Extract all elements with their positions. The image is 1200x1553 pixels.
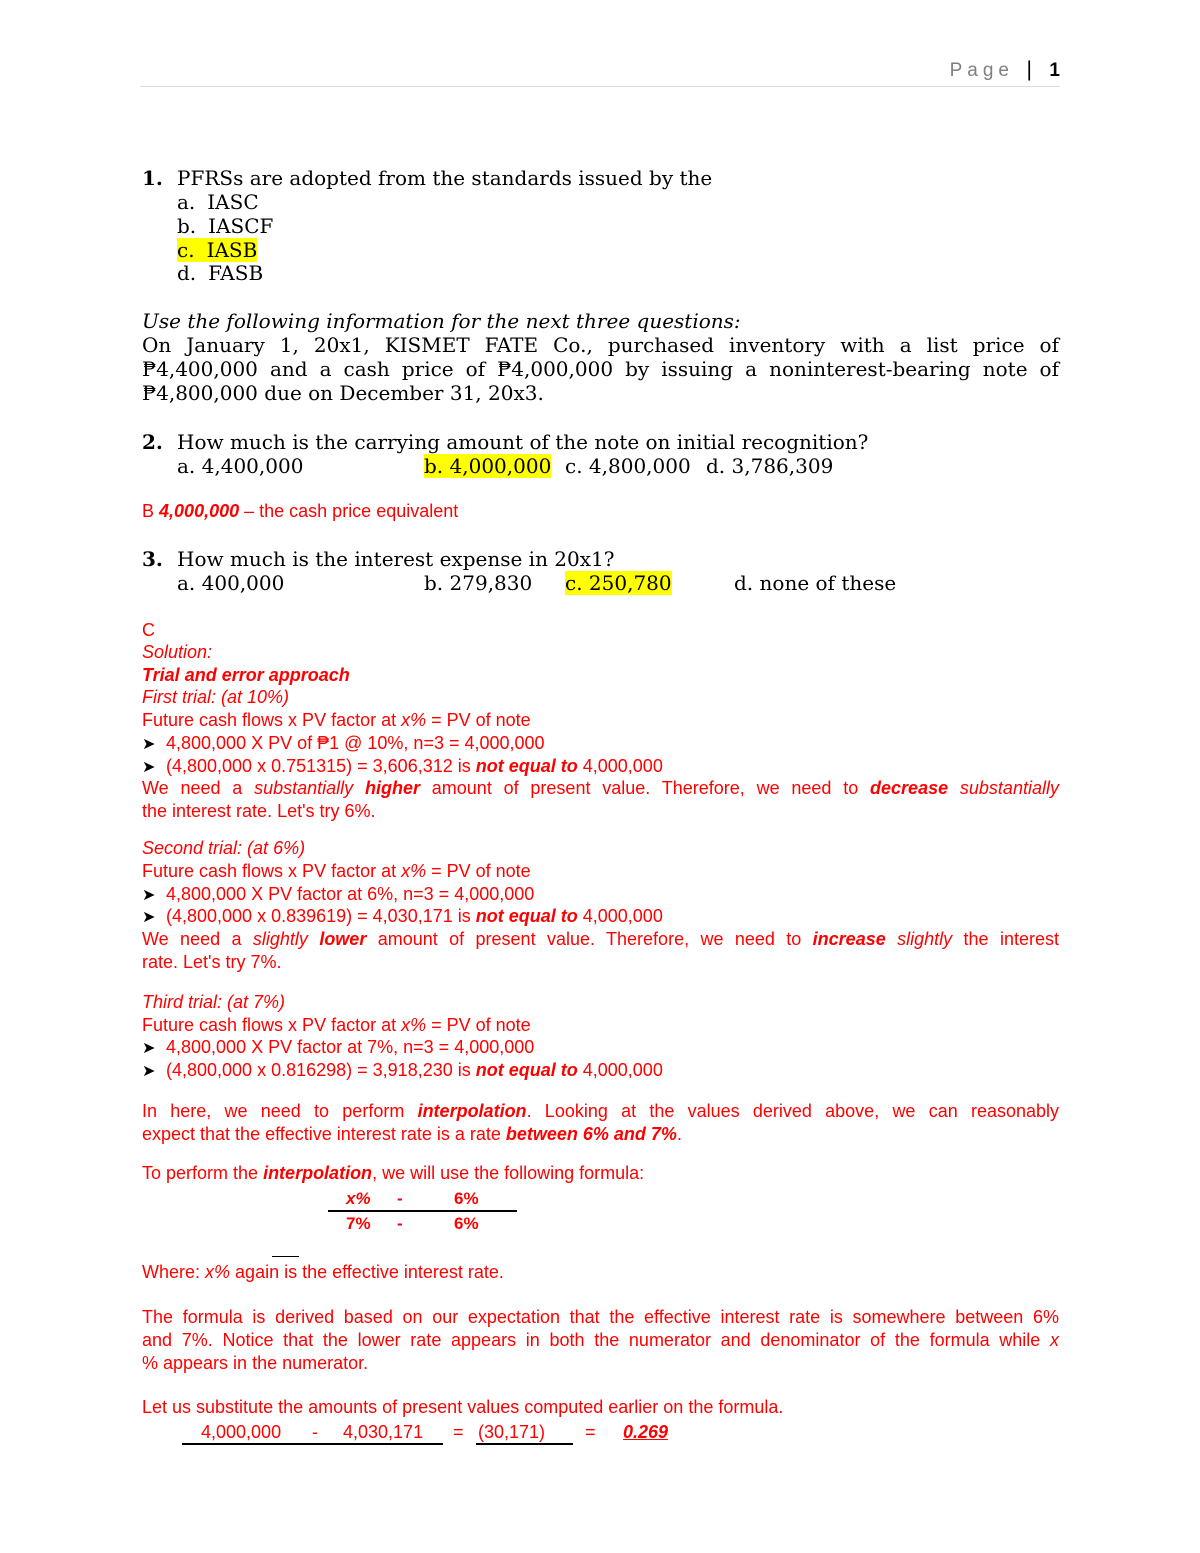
trial3-formula: Future cash flows x PV factor at x% = PV of note (142, 1015, 531, 1035)
trial3-bullet-2: ➤ (4,800,000 x 0.816298) = 3,918,230 is not equal to 4,000,000 (142, 1060, 663, 1080)
formula-intro: To perform the interpolation, we will use the following formula: (142, 1163, 645, 1183)
bullet-arrow-icon: ➤ (142, 1040, 156, 1057)
calc-value-a: 4,000,000 (201, 1422, 282, 1442)
where-text: Where: x% again is the effective interest rate. (142, 1262, 504, 1282)
trial1-formula: Future cash flows x PV factor at x% = PV of note (142, 710, 531, 730)
explanation-line-2: and 7%. Notice that the lower rate appears in both the numerator and denominator of the formula while x (142, 1330, 1059, 1350)
q2-option-c: c. 4,800,000 (565, 454, 691, 478)
trial2-note-line-2: rate. Let's try 7%. (142, 952, 282, 972)
small-divider (272, 1256, 299, 1257)
info-line-1: On January 1, 20x1, KISMET FATE Co., purchased inventory with a list price of (142, 333, 1059, 357)
interp-line-1: In here, we need to perform interpolation. Looking at the values derived above, we can reasonably (142, 1101, 1060, 1121)
page-label: Page (949, 60, 1014, 81)
page-number: 1 (1049, 60, 1060, 81)
q1-option-b: b. IASCF (177, 214, 274, 238)
bullet-arrow-icon: ➤ (142, 759, 156, 776)
info-heading: Use the following information for the next three questions: (142, 309, 741, 333)
q1-option-d: d. FASB (177, 261, 264, 285)
trial3-title: Third trial: (at 7%) (142, 992, 286, 1012)
q3-option-d: d. none of these (734, 571, 897, 595)
calc-underline-1 (182, 1443, 443, 1445)
fraction-num-x: x% (346, 1189, 371, 1208)
trial2-bullet-2: ➤ (4,800,000 x 0.839619) = 4,030,171 is not equal to 4,000,000 (142, 906, 663, 926)
q1-option-c-highlighted: c. IASB (177, 238, 258, 262)
calc-underline-2 (476, 1443, 573, 1445)
bullet-arrow-icon: ➤ (142, 736, 156, 753)
solution-label: Solution: (142, 642, 213, 662)
info-line-2: ₱4,400,000 and a cash price of ₱4,000,000 by issuing a noninterest-bearing note of (142, 357, 1059, 381)
calc-difference: (30,171) (478, 1422, 546, 1442)
info-line-3: ₱4,800,000 due on December 31, 20x3. (142, 381, 544, 405)
trial1-note-line-2: the interest rate. Let's try 6%. (142, 801, 376, 821)
explanation-line-1: The formula is derived based on our expectation that the effective interest rate is somewhere between 6% (142, 1307, 1059, 1327)
trial2-formula: Future cash flows x PV factor at x% = PV of note (142, 861, 531, 881)
q1-question: PFRSs are adopted from the standards issued by the (177, 166, 713, 190)
page-header (140, 58, 1060, 87)
trial1-title: First trial: (at 10%) (142, 687, 290, 707)
trial1-bullet-1: ➤ 4,800,000 X PV of ₱1 @ 10%, n=3 = 4,000,000 (142, 733, 545, 753)
calc-equals-1: = (453, 1422, 464, 1442)
q2-number: 2. (142, 430, 163, 454)
fraction-den-rate-high: 7% (346, 1214, 371, 1233)
trial2-title: Second trial: (at 6%) (142, 838, 306, 858)
fraction-den-rate-low: 6% (454, 1214, 479, 1233)
q3-number: 3. (142, 547, 163, 571)
bullet-arrow-icon: ➤ (142, 1063, 156, 1080)
calc-equals-2: = (585, 1422, 596, 1442)
interp-line-2: expect that the effective interest rate is a rate between 6% and 7%. (142, 1124, 682, 1144)
bullet-arrow-icon: ➤ (142, 909, 156, 926)
fraction-num-op: - (397, 1189, 403, 1208)
q3-option-b: b. 279,830 (424, 571, 533, 595)
q3-answer-letter: C (142, 620, 155, 640)
calc-value-b: 4,030,171 (343, 1422, 424, 1442)
q2-question: How much is the carrying amount of the note on initial recognition? (177, 430, 869, 454)
q2-option-a: a. 4,400,000 (177, 454, 304, 478)
page-separator: | (1026, 58, 1032, 81)
q3-option-a: a. 400,000 (177, 571, 285, 595)
fraction-bar (328, 1210, 517, 1212)
calc-result: 0.269 (623, 1422, 669, 1442)
trial2-bullet-1: ➤ 4,800,000 X PV factor at 6%, n=3 = 4,000,000 (142, 884, 535, 904)
trial2-note-line-1: We need a slightly lower amount of present value. Therefore, we need to increase slightly the interest (142, 929, 1059, 949)
q2-option-d: d. 3,786,309 (706, 454, 834, 478)
fraction-den-op: - (397, 1214, 403, 1233)
trial1-note-line-1: We need a substantially higher amount of present value. Therefore, we need to decrease substantially (142, 778, 1059, 798)
q1-option-a: a. IASC (177, 190, 259, 214)
explanation-line-3: % appears in the numerator. (142, 1353, 369, 1373)
substitute-intro: Let us substitute the amounts of present values computed earlier on the formula. (142, 1397, 784, 1417)
approach-title: Trial and error approach (142, 665, 350, 685)
q3-option-c-highlighted: c. 250,780 (565, 571, 672, 595)
trial1-bullet-2: ➤ (4,800,000 x 0.751315) = 3,606,312 is not equal to 4,000,000 (142, 756, 663, 776)
q3-question: How much is the interest expense in 20x1? (177, 547, 615, 571)
fraction-num-rate: 6% (454, 1189, 479, 1208)
q1-number: 1. (142, 166, 163, 190)
q2-answer: B 4,000,000 – the cash price equivalent (142, 501, 459, 521)
bullet-arrow-icon: ➤ (142, 887, 156, 904)
trial3-bullet-1: ➤ 4,800,000 X PV factor at 7%, n=3 = 4,000,000 (142, 1037, 535, 1057)
calc-op: - (312, 1422, 318, 1442)
q2-option-b-highlighted: b. 4,000,000 (424, 454, 552, 478)
